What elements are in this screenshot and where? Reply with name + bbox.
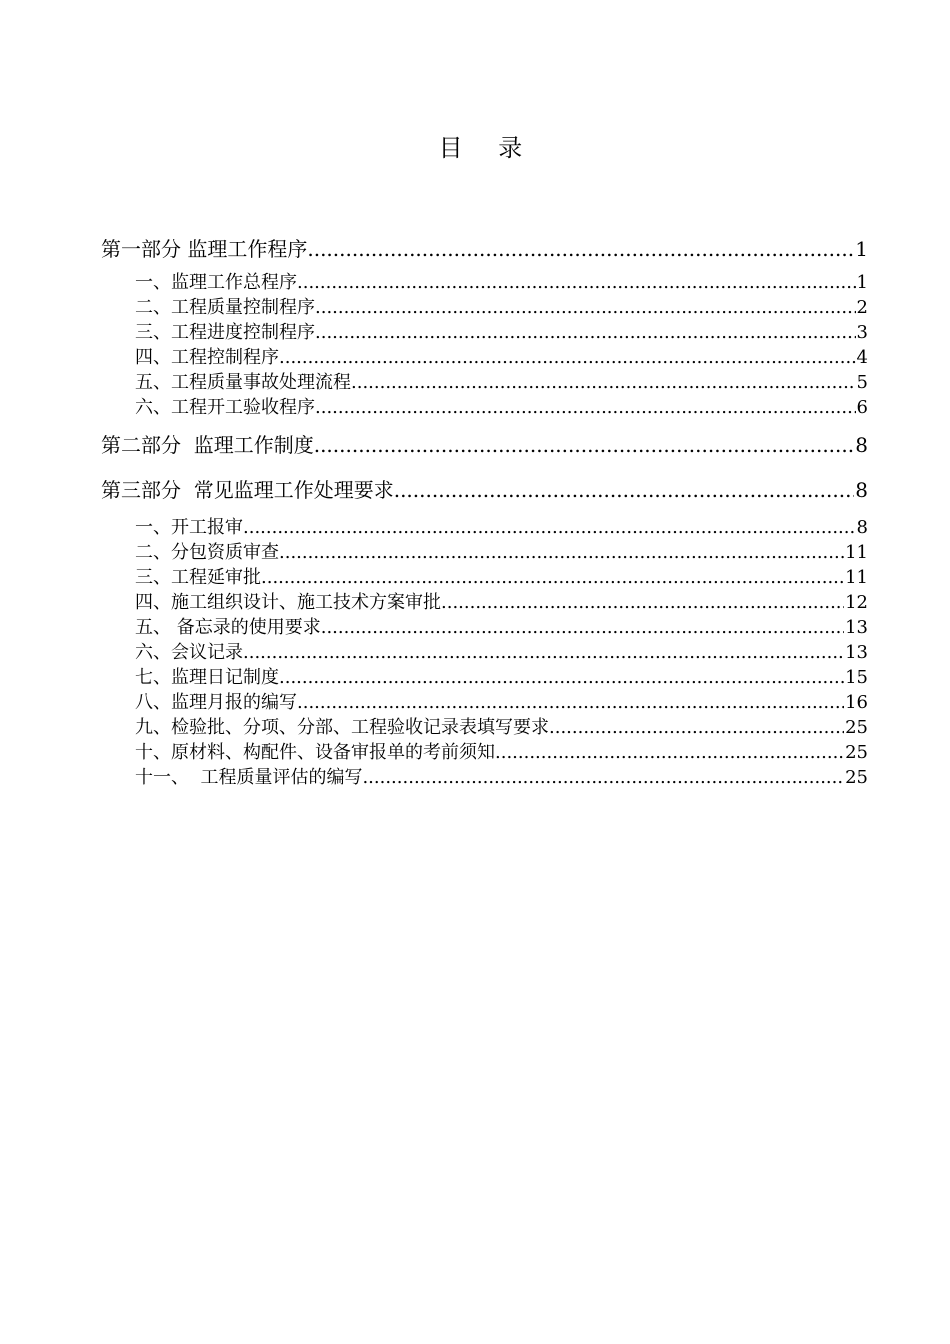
toc-page-number: 11 xyxy=(845,567,868,588)
toc-entry-label: 四、工程控制程序 xyxy=(135,347,279,368)
toc-entry-part-2[interactable] xyxy=(101,428,868,462)
toc-entry[interactable] xyxy=(101,765,868,790)
toc-page-number: 8 xyxy=(856,517,868,538)
dot-leader xyxy=(279,345,856,370)
toc-entry-part-1[interactable] xyxy=(101,232,868,266)
toc-entry-label: 十一、 工程质量评估的编写 xyxy=(135,767,363,788)
toc-entry-label: 三、工程进度控制程序 xyxy=(135,322,315,343)
toc-entry-label: 二、分包资质审查 xyxy=(135,542,279,563)
toc-entry-part-3[interactable] xyxy=(101,473,868,507)
toc-entry-label: 一、开工报审 xyxy=(135,517,243,538)
toc-page-number: 16 xyxy=(845,692,868,713)
toc-entry[interactable] xyxy=(101,540,868,565)
toc-page-number: 15 xyxy=(845,667,868,688)
dot-leader xyxy=(243,640,844,665)
toc-entry-label: 第二部分 监理工作制度 xyxy=(101,433,314,457)
toc-entry[interactable] xyxy=(101,345,868,370)
dot-leader xyxy=(549,715,844,740)
toc-entry[interactable] xyxy=(101,565,868,590)
toc-page-number: 13 xyxy=(845,617,868,638)
toc-title: 目 录 xyxy=(438,134,537,162)
toc-page-number: 13 xyxy=(845,642,868,663)
dot-leader xyxy=(314,428,855,462)
toc-entry[interactable] xyxy=(101,320,868,345)
dot-leader xyxy=(351,370,856,395)
toc-entry-label: 十、原材料、构配件、设备审报单的考前须知 xyxy=(135,742,495,763)
toc-entry-label: 九、检验批、分项、分部、工程验收记录表填写要求 xyxy=(135,717,549,738)
dot-leader xyxy=(279,540,844,565)
dot-leader xyxy=(394,473,855,507)
toc-page-number: 5 xyxy=(856,372,868,393)
toc-page-number: 25 xyxy=(845,717,868,738)
toc-page-number: 25 xyxy=(845,742,868,763)
toc-entry[interactable] xyxy=(101,270,868,295)
toc-page-number: 11 xyxy=(845,542,868,563)
toc-entry-label: 七、监理日记制度 xyxy=(135,667,279,688)
dot-leader xyxy=(315,395,856,420)
toc-page-number: 1 xyxy=(856,272,868,293)
dot-leader xyxy=(243,515,856,540)
table-of-contents xyxy=(101,232,868,790)
toc-entry-label: 第一部分 监理工作程序 xyxy=(101,237,308,261)
toc-entry[interactable] xyxy=(101,615,868,640)
dot-leader xyxy=(297,690,844,715)
toc-entry[interactable] xyxy=(101,740,868,765)
dot-leader xyxy=(315,320,856,345)
dot-leader xyxy=(321,615,844,640)
dot-leader xyxy=(441,590,844,615)
toc-entry[interactable] xyxy=(101,715,868,740)
dot-leader xyxy=(362,765,844,790)
toc-page-number: 25 xyxy=(845,767,868,788)
dot-leader xyxy=(297,270,856,295)
toc-page-number: 8 xyxy=(855,433,868,457)
toc-page-number: 4 xyxy=(856,347,868,368)
toc-entry-label: 四、施工组织设计、施工技术方案审批 xyxy=(135,592,441,613)
toc-entry-label: 第三部分 常见监理工作处理要求 xyxy=(101,478,394,502)
dot-leader xyxy=(315,295,856,320)
toc-entry-label: 六、会议记录 xyxy=(135,642,243,663)
toc-entry[interactable] xyxy=(101,370,868,395)
toc-entry[interactable] xyxy=(101,515,868,540)
dot-leader xyxy=(495,740,844,765)
toc-entry[interactable] xyxy=(101,295,868,320)
toc-entry[interactable] xyxy=(101,690,868,715)
toc-entry[interactable] xyxy=(101,590,868,615)
toc-page-number: 1 xyxy=(855,237,868,261)
toc-entry-label: 五、 备忘录的使用要求 xyxy=(135,617,321,638)
toc-entry[interactable] xyxy=(101,665,868,690)
dot-leader xyxy=(261,565,844,590)
toc-page-number: 2 xyxy=(856,297,868,318)
toc-page-number: 12 xyxy=(845,592,868,613)
dot-leader xyxy=(279,665,844,690)
toc-entry[interactable] xyxy=(101,640,868,665)
toc-entry-label: 六、工程开工验收程序 xyxy=(135,397,315,418)
toc-entry-label: 二、工程质量控制程序 xyxy=(135,297,315,318)
toc-entry-label: 一、监理工作总程序 xyxy=(135,272,297,293)
dot-leader xyxy=(307,232,854,266)
toc-entry-label: 八、监理月报的编写 xyxy=(135,692,297,713)
toc-page-number: 3 xyxy=(856,322,868,343)
toc-entry-label: 五、工程质量事故处理流程 xyxy=(135,372,351,393)
toc-page-number: 6 xyxy=(856,397,868,418)
toc-entry-label: 三、工程延审批 xyxy=(135,567,261,588)
toc-entry[interactable] xyxy=(101,395,868,420)
toc-page-number: 8 xyxy=(855,478,868,502)
